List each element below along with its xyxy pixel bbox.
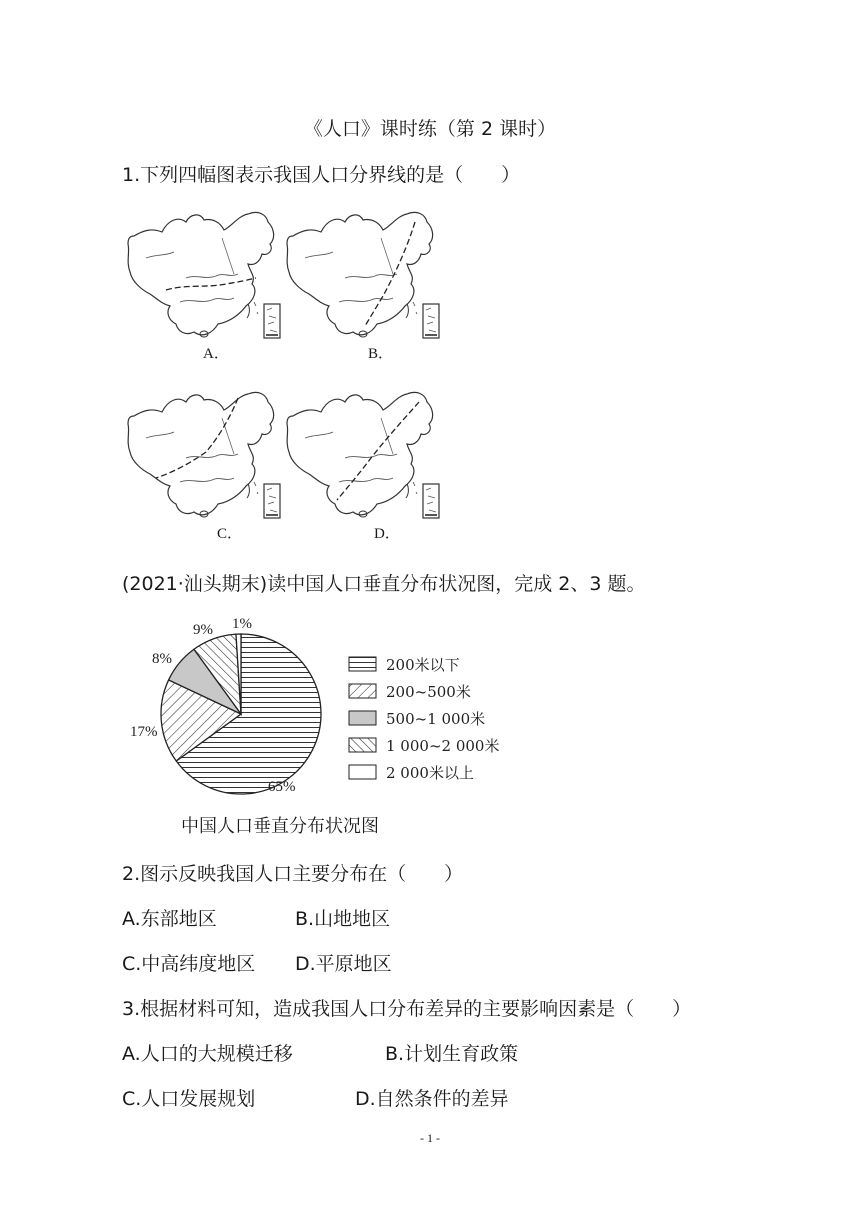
material-intro: (2021·汕头期末)读中国人口垂直分布状况图，完成 2、3 题。 (122, 573, 646, 595)
legend-swatch-4 (349, 738, 376, 752)
pie-label-3: 8% (152, 651, 172, 667)
map-b[interactable] (285, 208, 445, 343)
question-2-stem: 2.图示反映我国人口主要分布在（ ） (122, 863, 464, 885)
pie-label-1: 65% (268, 779, 296, 795)
legend-swatch-5 (349, 765, 376, 779)
q3-option-b[interactable]: B.计划生育政策 (385, 1043, 519, 1065)
map-a-label: A． (203, 346, 229, 362)
map-a[interactable] (126, 208, 286, 343)
q3-option-a[interactable]: A.人口的大规模迁移 (122, 1043, 293, 1065)
legend-swatch-3 (349, 711, 376, 725)
q2-option-a[interactable]: A.东部地区 (122, 908, 217, 930)
legend-swatch-2 (349, 684, 376, 698)
q2-option-d[interactable]: D.平原地区 (295, 953, 392, 975)
legend-label-2: 200~500米 (386, 683, 471, 701)
legend-label-1: 200米以下 (386, 656, 460, 674)
pie-label-2: 17% (130, 724, 158, 740)
q2-option-c[interactable]: C.中高纬度地区 (122, 953, 256, 975)
map-d[interactable] (285, 388, 445, 523)
page-number: - 1 - (420, 1131, 440, 1145)
map-c[interactable] (126, 388, 286, 523)
legend-swatch-1 (349, 657, 376, 671)
pie-chart (0, 600, 560, 840)
q2-option-b[interactable]: B.山地地区 (295, 908, 391, 930)
page-title: 《人口》课时练（第 2 课时） (303, 118, 557, 140)
pie-label-4: 9% (193, 622, 213, 638)
map-d-label: D． (374, 526, 400, 542)
map-b-label: B． (368, 346, 394, 362)
pie-label-5: 1% (232, 616, 252, 632)
q3-option-c[interactable]: C.人口发展规划 (122, 1088, 256, 1110)
map-c-label: C． (217, 526, 243, 542)
legend-label-3: 500~1 000米 (386, 710, 486, 728)
legend-label-5: 2 000米以上 (386, 764, 474, 782)
legend-label-4: 1 000~2 000米 (386, 737, 500, 755)
q3-option-d[interactable]: D.自然条件的差异 (355, 1088, 509, 1110)
question-1-stem: 1.下列四幅图表示我国人口分界线的是（ ） (122, 164, 521, 186)
question-3-stem: 3.根据材料可知，造成我国人口分布差异的主要影响因素是（ ） (122, 998, 692, 1020)
chart-title: 中国人口垂直分布状况图 (181, 816, 379, 837)
